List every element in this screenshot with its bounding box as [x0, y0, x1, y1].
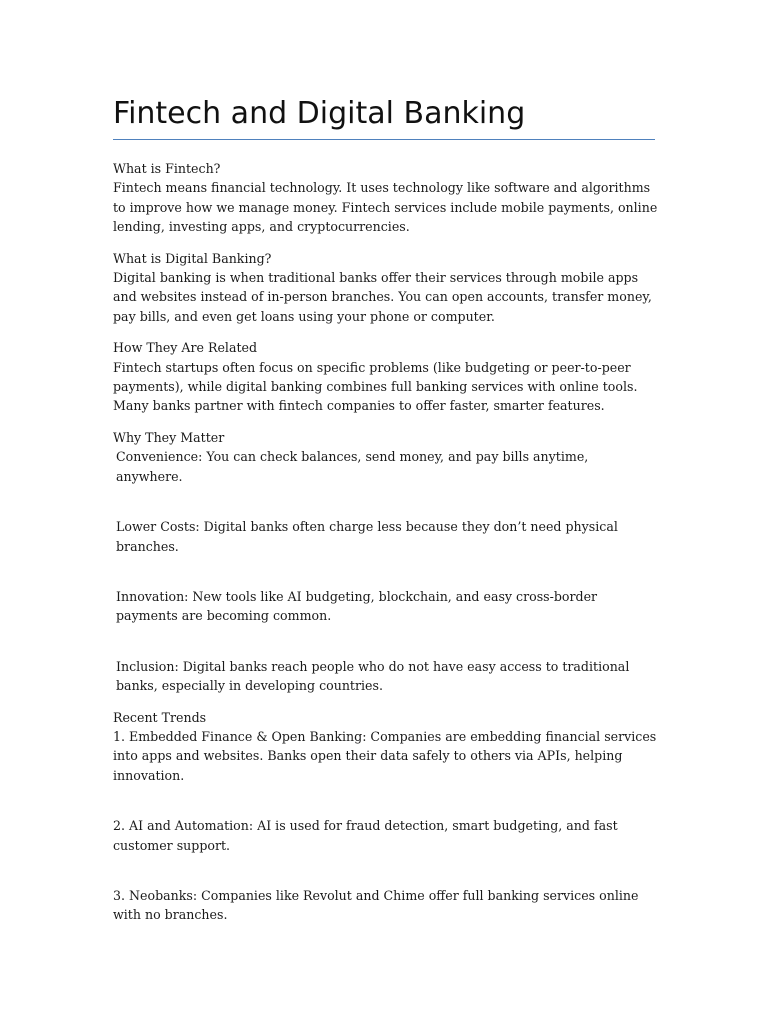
section-what-is-digital-banking [113, 249, 658, 327]
section-heading: Recent Trends [113, 709, 207, 725]
section-heading: How They Are Related [113, 340, 258, 356]
section-heading: What is Digital Banking? [113, 250, 272, 266]
section-heading: Why They Matter [113, 429, 225, 445]
section-paragraph: Fintech startups often focus on specific problems (like budgeting or peer-to-peer payments), while digital banking combines full banking services with online tools. Many banks partner with fintech companies to offer faster, smarter features. [113, 359, 638, 414]
list-item: 1. Embedded Finance & Open Banking: Companies are embedding financial services into apps and websites. Banks open their data safely to others via APIs, helping innovation. [113, 728, 657, 783]
section-paragraph: Fintech means financial technology. It uses technology like software and algorithms to improve how we manage money. Fintech services include mobile payments, online lending, investing apps, and cryptocurrencies. [113, 180, 658, 235]
section-why-they-matter [113, 428, 658, 696]
list-item: Inclusion: Digital banks reach people who do not have easy access to traditional banks, especially in developing countries. [116, 658, 630, 694]
list-item: Lower Costs: Digital banks often charge less because they don’t need physical branches. [116, 519, 618, 554]
document-title: Fintech and Digital Banking [113, 96, 526, 131]
title-underline [113, 139, 655, 140]
list-item: Innovation: New tools like AI budgeting, blockchain, and easy cross-border payments are becoming common. [116, 588, 598, 624]
section-heading: What is Fintech? [113, 161, 221, 176]
list-item: Convenience: You can check balances, send money, and pay bills anytime, anywhere. [116, 449, 589, 484]
section-recent-trends [113, 708, 658, 925]
document-body [113, 159, 658, 937]
section-paragraph: Digital banking is when traditional banks offer their services through mobile apps and websites instead of in-person branches. You can open accounts, transfer money, pay bills, and even get loans using your phone or computer. [113, 270, 652, 324]
section-how-related [113, 338, 658, 416]
list-item: 2. AI and Automation: AI is used for fraud detection, smart budgeting, and fast customer support. [113, 818, 618, 853]
list-item: 3. Neobanks: Companies like Revolut and Chime offer full banking services online with no branches. [113, 887, 639, 923]
section-what-is-fintech [113, 159, 658, 237]
